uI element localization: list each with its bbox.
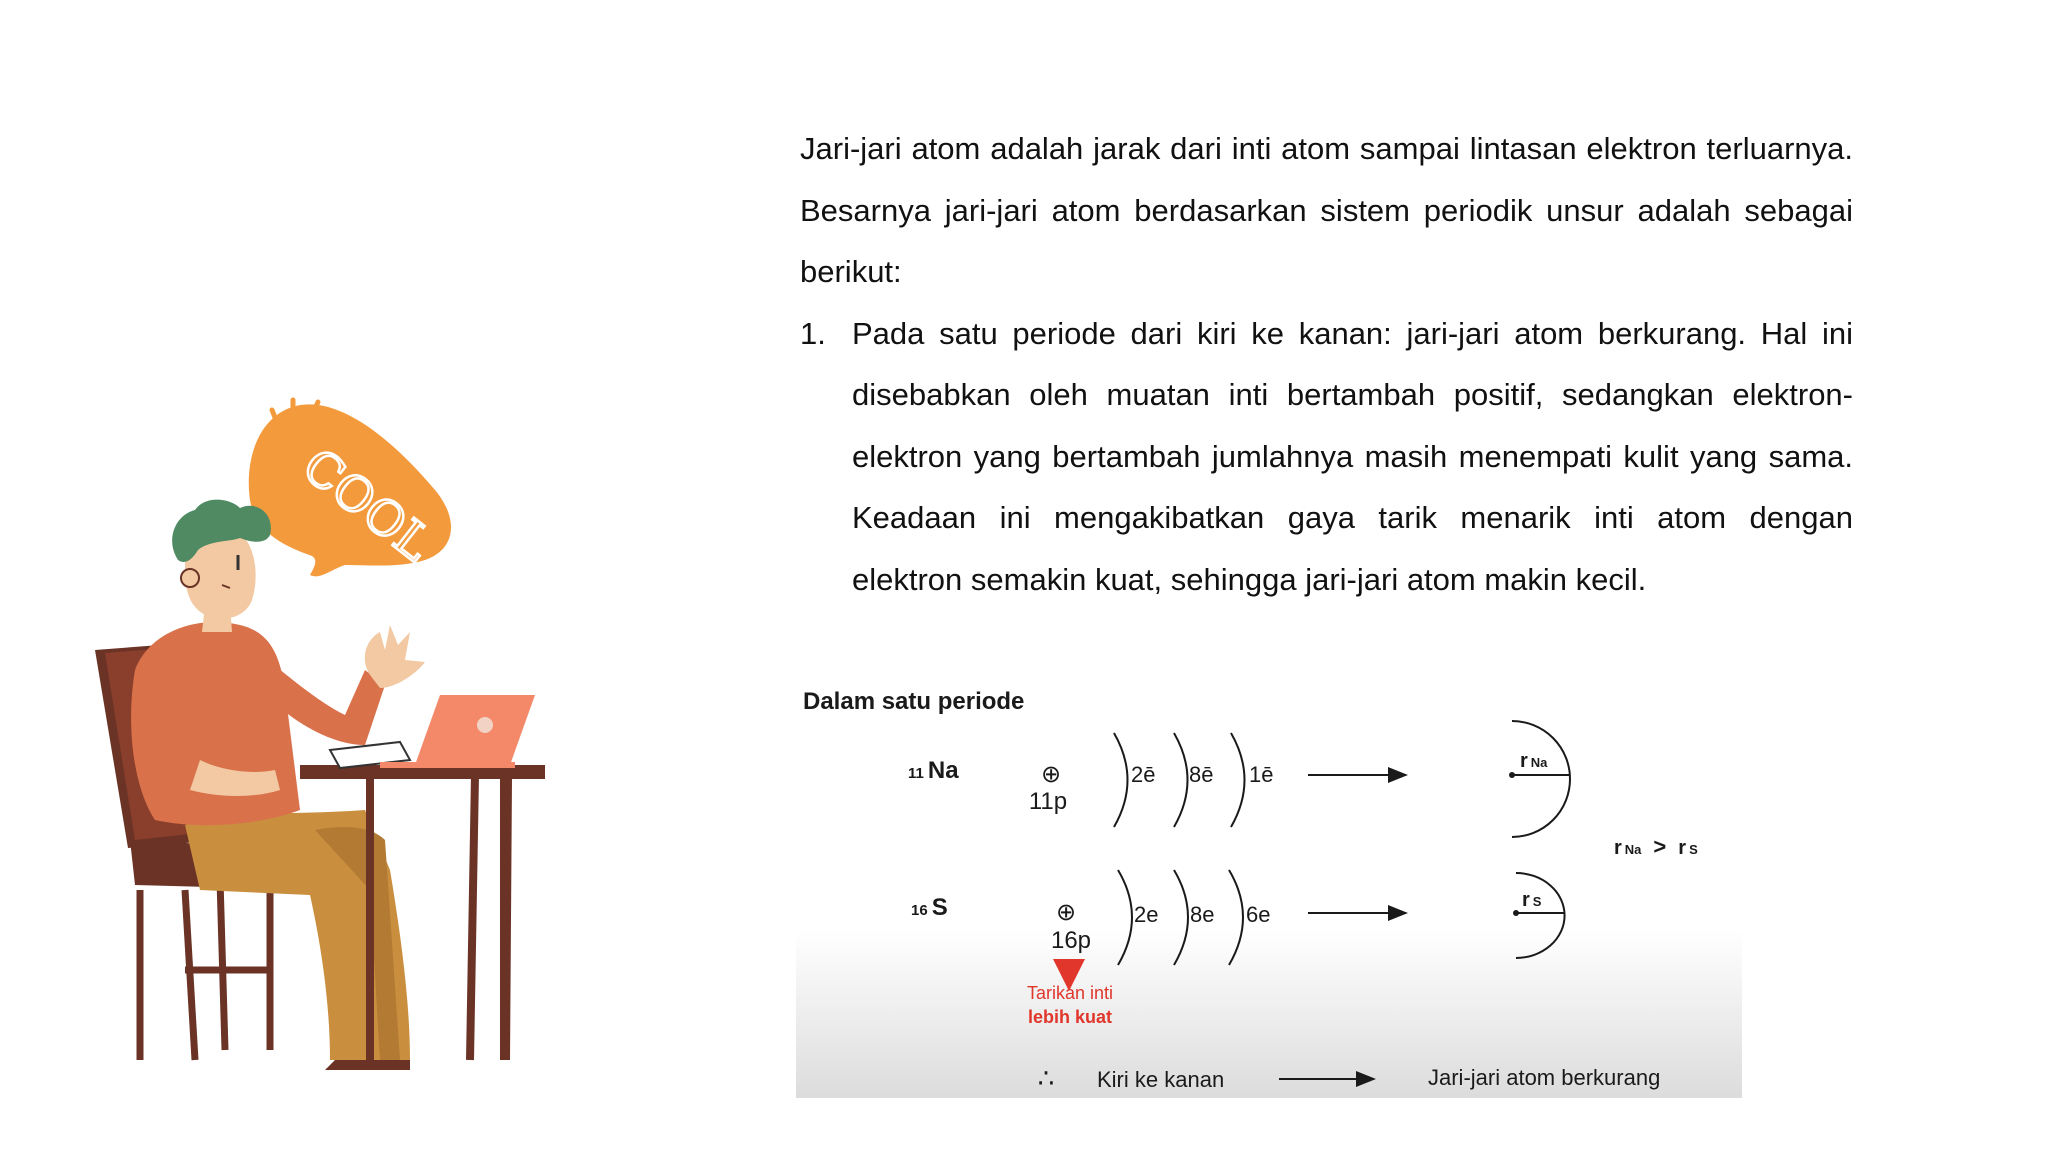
compare-left-r: r <box>1614 837 1622 859</box>
compare-right-sub: S <box>1689 842 1698 857</box>
annotation-line-2: lebih kuat <box>1027 1007 1113 1027</box>
s-radius-r: r <box>1522 889 1530 911</box>
na-shell-label: 2ē <box>1131 762 1156 787</box>
s-symbol: S <box>931 894 948 921</box>
compare-left-sub: Na <box>1624 842 1642 857</box>
na-atomic-number: 11 <box>908 765 924 782</box>
numbered-list <box>800 303 1853 611</box>
compare-operator: > <box>1653 834 1667 859</box>
na-nucleus-plus-icon: ⊕ <box>1040 761 1062 788</box>
list-item <box>800 303 1853 611</box>
s-nucleus: 16p <box>1050 927 1092 954</box>
s-nucleus-plus-icon: ⊕ <box>1055 899 1077 926</box>
list-item-text: Pada satu periode dari kiri ke kanan: jari-jari atom berkurang. Hal ini disebabkan oleh muatan inti bertambah positif, sedangkan elektron-elektron yang bertambah jumlahnya masih menempati kulit yang sama. Keadaan ini mengakibatkan gaya tarik menarik inti atom dengan elektron semakin kuat, sehingga jari-jari atom makin kecil. <box>852 315 1853 597</box>
intro-paragraph: Jari-jari atom adalah jarak dari inti atom sampai lintasan elektron terluarnya. Besarnya jari-jari atom berdasarkan sistem periodik unsur adalah sebagai berikut: <box>800 131 1853 289</box>
bubble-text: COOL <box>291 437 443 573</box>
list-item-number: 1. <box>800 315 826 351</box>
therefore-icon: ∴ <box>1037 1063 1055 1093</box>
bottom-left-label: Kiri ke kanan <box>1097 1067 1225 1092</box>
s-shell-label: 2e <box>1134 902 1159 927</box>
s-shell-label: 8e <box>1190 902 1215 927</box>
person-laptop-illustration <box>80 370 580 1070</box>
na-symbol: Na <box>927 757 959 784</box>
na-nucleus: 11p <box>1028 788 1068 815</box>
speech-bubble <box>249 400 451 576</box>
atomic-radius-figure <box>796 675 1742 1098</box>
s-shell-label: 6e <box>1246 902 1271 927</box>
na-shell-label: 1ē <box>1249 762 1274 787</box>
na-shell-label: 8ē <box>1189 762 1214 787</box>
figure-title: Dalam satu periode <box>803 688 1025 715</box>
s-atomic-number: 16 <box>911 902 928 919</box>
compare-right-r: r <box>1678 837 1687 859</box>
annotation-line-1: Tarikan inti <box>1026 983 1114 1003</box>
na-radius-r: r <box>1520 750 1528 772</box>
content-text <box>800 118 1853 610</box>
bottom-right-label: Jari-jari atom berkurang <box>1428 1065 1661 1090</box>
s-radius-sub: S <box>1532 894 1542 909</box>
na-radius-sub: Na <box>1530 755 1548 770</box>
